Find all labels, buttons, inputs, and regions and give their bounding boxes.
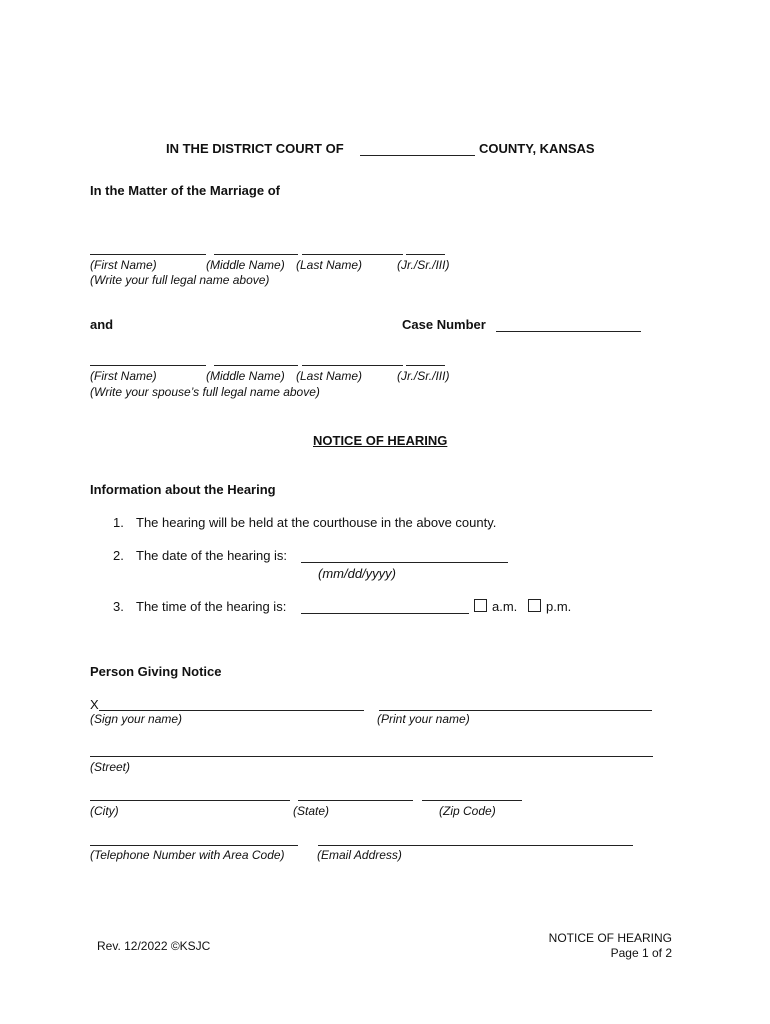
hearing-time-input-line[interactable] (301, 613, 469, 614)
am-checkbox[interactable] (474, 599, 487, 612)
hearing-item-3-text: The time of the hearing is: (136, 599, 287, 614)
county-input-line[interactable] (360, 155, 475, 156)
suffix-label: (Jr./Sr./III) (397, 258, 450, 272)
city-label: (City) (90, 804, 119, 818)
email-label: (Email Address) (317, 848, 402, 862)
date-format-hint: (mm/dd/yyyy) (318, 566, 396, 581)
petitioner-instruction: (Write your full legal name above) (90, 273, 270, 287)
state-input-line[interactable] (298, 800, 413, 801)
petitioner-first-name-line[interactable] (90, 254, 206, 255)
footer-form-title: NOTICE OF HEARING (548, 931, 672, 945)
signature-x-mark: X (90, 697, 99, 712)
city-input-line[interactable] (90, 800, 290, 801)
respondent-first-name-line[interactable] (90, 365, 206, 366)
suffix-label: (Jr./Sr./III) (397, 369, 450, 383)
pm-checkbox[interactable] (528, 599, 541, 612)
case-number-label: Case Number (402, 317, 486, 332)
respondent-instruction: (Write your spouse’s full legal name above) (90, 385, 320, 399)
print-name-input-line[interactable] (379, 710, 652, 711)
middle-name-label: (Middle Name) (206, 258, 285, 272)
pm-label: p.m. (546, 599, 572, 614)
first-name-label: (First Name) (90, 369, 157, 383)
hearing-item-1-number: 1. (113, 515, 124, 530)
and-label: and (90, 317, 114, 332)
hearing-item-3-number: 3. (113, 599, 124, 614)
respondent-last-name-line[interactable] (302, 365, 403, 366)
street-input-line[interactable] (90, 756, 653, 757)
sign-name-label: (Sign your name) (90, 712, 183, 726)
page-number: Page 1 of 2 (610, 946, 672, 960)
signature-input-line[interactable] (99, 710, 364, 711)
hearing-item-2-text: The date of the hearing is: (136, 548, 288, 563)
petitioner-last-name-line[interactable] (302, 254, 403, 255)
print-name-label: (Print your name) (377, 712, 470, 726)
hearing-item-1-text: The hearing will be held at the courthouse in the above county. (136, 515, 497, 530)
state-label: (State) (293, 804, 330, 818)
notice-giver-section-title: Person Giving Notice (90, 664, 222, 679)
hearing-item-2-number: 2. (113, 548, 124, 563)
zip-input-line[interactable] (422, 800, 522, 801)
phone-label: (Telephone Number with Area Code) (90, 848, 285, 862)
petitioner-suffix-line[interactable] (406, 254, 445, 255)
respondent-middle-name-line[interactable] (214, 365, 298, 366)
zip-label: (Zip Code) (439, 804, 496, 818)
court-header-suffix: COUNTY, KANSAS (479, 141, 595, 156)
matter-title: In the Matter of the Marriage of (90, 183, 280, 198)
street-label: (Street) (90, 760, 131, 774)
first-name-label: (First Name) (90, 258, 157, 272)
petitioner-middle-name-line[interactable] (214, 254, 298, 255)
phone-input-line[interactable] (90, 845, 298, 846)
respondent-suffix-line[interactable] (406, 365, 445, 366)
revision-note: Rev. 12/2022 ©KSJC (97, 939, 211, 953)
email-input-line[interactable] (318, 845, 633, 846)
document-title: NOTICE OF HEARING (313, 433, 448, 448)
case-number-input-line[interactable] (496, 331, 641, 332)
hearing-date-input-line[interactable] (301, 562, 508, 563)
court-header-prefix: IN THE DISTRICT COURT OF (166, 141, 344, 156)
am-label: a.m. (492, 599, 518, 614)
middle-name-label: (Middle Name) (206, 369, 285, 383)
last-name-label: (Last Name) (296, 258, 363, 272)
last-name-label: (Last Name) (296, 369, 363, 383)
hearing-section-title: Information about the Hearing (90, 482, 276, 497)
